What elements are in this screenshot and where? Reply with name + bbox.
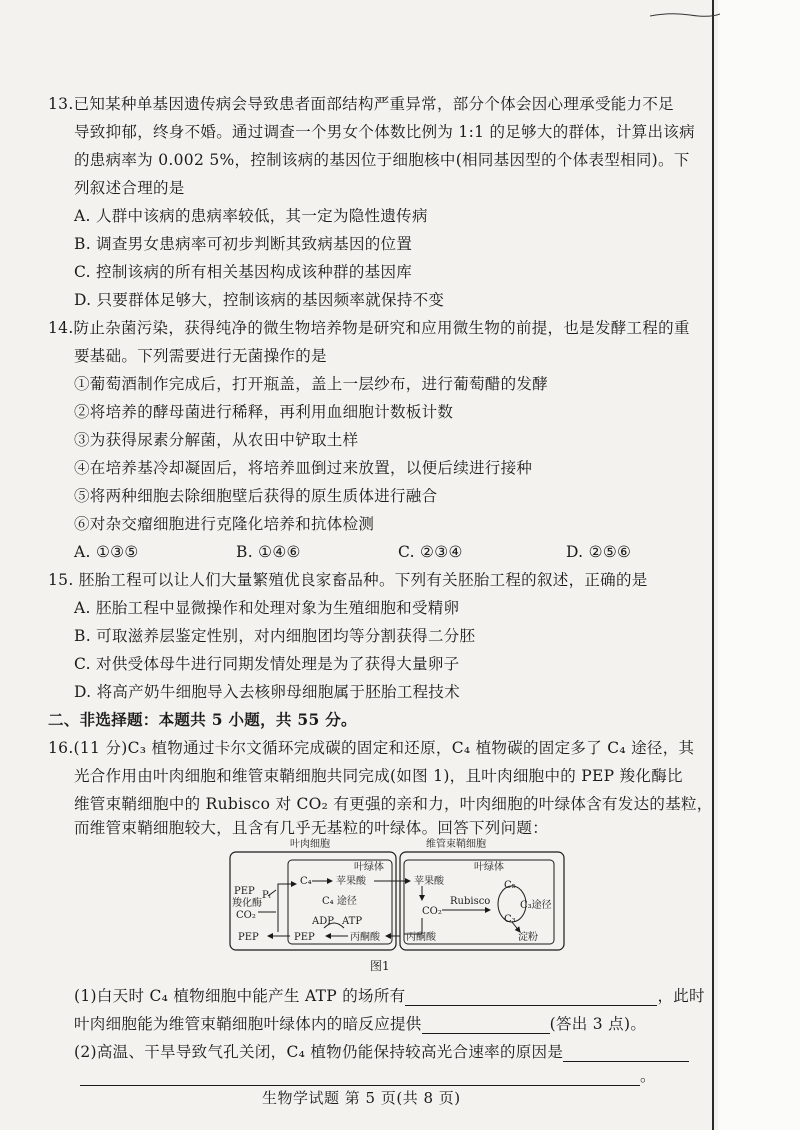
q14-choice-d: D. ②⑤⑥: [566, 543, 632, 561]
co2-right: CO₂: [422, 906, 442, 917]
atp-label: ATP: [342, 916, 363, 927]
q14-item-2: ②将培养的酵母菌进行稀释，再利用血细胞计数板计数: [74, 403, 454, 421]
q13-stem-line-1: 13.已知某种单基因遗传病会导致患者面部结构严重异常，部分个体会因心理承受能力不足: [48, 95, 674, 113]
q16-stem-line-3: 维管束鞘细胞中的 Rubisco 对 CO₂ 有更强的亲和力，叶肉细胞的叶绿体含有发达的基粒，: [74, 795, 713, 813]
q16-stem-line-2: 光合作用由叶肉细胞和维管束鞘细胞共同完成(如图 1)，且叶肉细胞中的 PEP 羧化酶比: [74, 767, 683, 785]
malate-left: 苹果酸: [336, 876, 366, 887]
q13-option-a: A. 人群中该病的患病率较低，其一定为隐性遗传病: [74, 207, 428, 225]
q13-stem-line-3: 的患病率为 0.002 5%，控制该病的基因位于细胞核中(相同基因型的个体表型相同)。下: [74, 151, 690, 169]
q16-stem-line-1: 16.(11 分)C₃ 植物通过卡尔文循环完成碳的固定和还原，C₄ 植物碳的固定多了 C₄ 途径，其: [48, 739, 695, 757]
section-heading: 二、非选择题：本题共 5 小题，共 55 分。: [48, 710, 357, 729]
page-edge: [712, 0, 714, 1130]
page-footer: 生物学试题 第 5 页(共 8 页): [262, 1089, 461, 1107]
q16-sub1-text-b: ，此时: [657, 987, 705, 1005]
bundle-sheath-cell-label: 维管束鞘细胞: [426, 839, 486, 850]
co2-left: CO₂: [236, 910, 256, 921]
q16-sub1-text-c: 叶肉细胞能为维管束鞘细胞叶绿体内的暗反应提供: [74, 1015, 422, 1033]
q16-sub2-line-2: [80, 1065, 656, 1086]
right-chloroplast-label: 叶绿体: [474, 862, 504, 873]
q14-choice-c: C. ②③④: [398, 543, 463, 561]
q14-item-4: ④在培养基冷却凝固后，将培养皿倒过来放置，以便后续进行接种: [74, 459, 533, 477]
carboxylase-label: 羧化酶: [232, 898, 262, 909]
q16-sub2-answer-blank-2[interactable]: [80, 1065, 640, 1086]
q16-sub1-answer-blank-1[interactable]: [405, 985, 657, 1006]
rubisco-label: Rubisco: [450, 896, 491, 907]
q16-sub1-line-2: [74, 1013, 646, 1034]
c5-label: C₅: [504, 880, 516, 891]
q15-option-a: A. 胚胎工程中显微操作和处理对象为生殖细胞和受精卵: [74, 599, 460, 617]
figure-caption: 图1: [370, 959, 390, 973]
q14-item-1: ①葡萄酒制作完成后，打开瓶盖，盖上一层纱布，进行葡萄醋的发酵: [74, 375, 549, 393]
pyruvate-left: 丙酮酸: [350, 932, 380, 943]
q14-choice-b: B. ①④⑥: [236, 543, 301, 561]
q16-sub1-text-d: (答出 3 点)。: [549, 1015, 647, 1033]
q16-sub1-answer-blank-2[interactable]: [422, 1013, 550, 1034]
pi-label: Pᵢ: [262, 890, 271, 901]
q13-stem-line-2: 导致抑郁，终身不婚。通过调查一个男女个体数比例为 1:1 的足够大的群体，计算出该病: [74, 123, 695, 141]
q13-option-b: B. 调查男女患病率可初步判断其致病基因的位置: [74, 235, 413, 253]
q16-sub2-end: 。: [640, 1067, 656, 1085]
mesophyll-cell-label: 叶肉细胞: [290, 839, 330, 850]
pep-label-1: PEP: [234, 886, 255, 897]
q15-option-d: D. 将高产奶牛细胞导入去核卵母细胞属于胚胎工程技术: [74, 683, 461, 701]
figure-1-c4-pathway: [228, 838, 568, 954]
adp-label: ADP: [312, 916, 334, 927]
q13-option-c: C. 控制该病的所有相关基因构成该种群的基因库: [74, 263, 413, 281]
q13-stem-line-4: 列叙述合理的是: [74, 179, 185, 197]
c4-compound: C₄: [300, 876, 312, 887]
scan-mark: [650, 10, 720, 18]
q16-sub2-text: (2)高温、干旱导致气孔关闭，C₄ 植物仍能保持较高光合速率的原因是: [74, 1043, 564, 1061]
c4-pathway-label: C₄ 途径: [322, 896, 357, 907]
q13-option-d: D. 只要群体足够大，控制该病的基因频率就保持不变: [74, 291, 445, 309]
q16-sub2-line-1: [74, 1041, 689, 1062]
q14-choice-a: A. ①③⑤: [74, 543, 139, 561]
q14-item-6: ⑥对杂交瘤细胞进行克隆化培养和抗体检测: [74, 515, 375, 533]
c3-pathway-label: C₃途径: [520, 900, 552, 911]
q16-sub2-answer-blank-1[interactable]: [563, 1041, 689, 1062]
q15-option-b: B. 可取滋养层鉴定性别，对内细胞团均等分割获得二分胚: [74, 627, 476, 645]
pep-in: PEP: [294, 932, 315, 943]
q16-stem-line-4: 而维管束鞘细胞较大，且含有几乎无基粒的叶绿体。回答下列问题：: [74, 819, 549, 837]
left-chloroplast-label: 叶绿体: [354, 862, 384, 873]
q15-option-c: C. 对供受体母牛进行同期发情处理是为了获得大量卵子: [74, 655, 460, 673]
pyruvate-right: 丙酮酸: [406, 932, 436, 943]
starch-label: 淀粉: [518, 932, 538, 943]
c3-label: C₃: [504, 914, 516, 925]
pep-out: PEP: [238, 932, 259, 943]
q15-stem: 15. 胚胎工程可以让人们大量繁殖优良家畜品种。下列有关胚胎工程的叙述，正确的是: [48, 571, 648, 589]
page-margin: [718, 0, 800, 1130]
q16-sub1-line-1: [74, 985, 705, 1006]
q14-stem-line-1: 14.防止杂菌污染，获得纯净的微生物培养物是研究和应用微生物的前提，也是发酵工程的重: [48, 319, 690, 337]
q14-item-5: ⑤将两种细胞去除细胞壁后获得的原生质体进行融合: [74, 487, 438, 505]
q14-stem-line-2: 要基础。下列需要进行无菌操作的是: [74, 347, 327, 365]
malate-right: 苹果酸: [414, 876, 444, 887]
q16-sub1-text-a: (1)白天时 C₄ 植物细胞中能产生 ATP 的场所有: [74, 987, 406, 1005]
q14-item-3: ③为获得尿素分解菌，从农田中铲取土样: [74, 431, 359, 449]
